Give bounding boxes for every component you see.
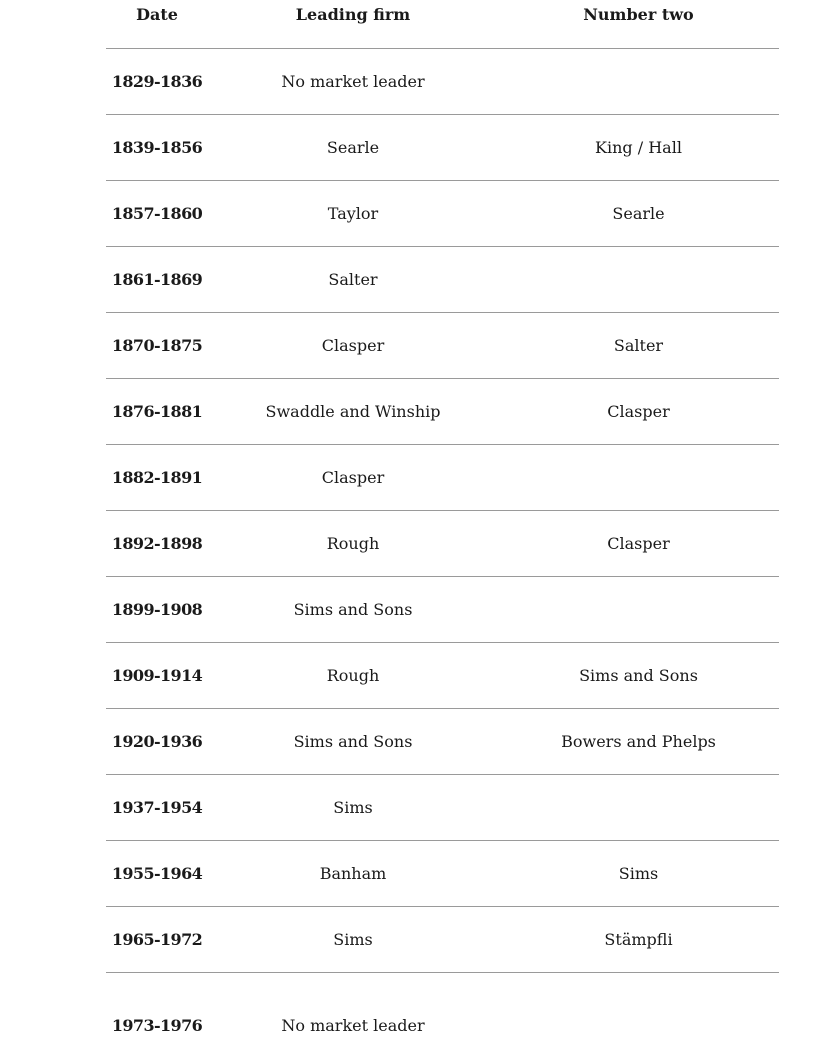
date-cell: 1899-1908 — [106, 577, 208, 643]
header-leading-firm: Leading firm — [208, 0, 498, 49]
market-leaders-table-container — [106, 0, 779, 1039]
leading-firm-cell: No market leader — [208, 49, 498, 115]
table-row — [106, 313, 779, 379]
date-cell: 1839-1856 — [106, 115, 208, 181]
date-cell: 1829-1836 — [106, 49, 208, 115]
table-row — [106, 445, 779, 511]
date-cell: 1892-1898 — [106, 511, 208, 577]
date-cell: 1861-1869 — [106, 247, 208, 313]
leading-firm-cell: Clasper — [208, 313, 498, 379]
number-two-cell — [498, 49, 779, 115]
date-cell: 1955-1964 — [106, 841, 208, 907]
date-cell: 1973-1976 — [106, 973, 208, 1039]
number-two-cell — [498, 445, 779, 511]
table-row — [106, 379, 779, 445]
leading-firm-cell: Sims — [208, 907, 498, 973]
number-two-cell — [498, 577, 779, 643]
date-cell: 1876-1881 — [106, 379, 208, 445]
date-cell: 1909-1914 — [106, 643, 208, 709]
leading-firm-cell: No market leader — [208, 973, 498, 1039]
table-row — [106, 841, 779, 907]
leading-firm-cell: Swaddle and Winship — [208, 379, 498, 445]
leading-firm-cell: Banham — [208, 841, 498, 907]
table-row — [106, 973, 779, 1039]
leading-firm-cell: Rough — [208, 511, 498, 577]
header-row — [106, 0, 779, 49]
leading-firm-cell: Rough — [208, 643, 498, 709]
table-row — [106, 709, 779, 775]
number-two-cell — [498, 247, 779, 313]
table-header — [106, 0, 779, 49]
number-two-cell: Sims and Sons — [498, 643, 779, 709]
header-number-two: Number two — [498, 0, 779, 49]
table-row — [106, 643, 779, 709]
leading-firm-cell: Sims and Sons — [208, 577, 498, 643]
leading-firm-cell: Taylor — [208, 181, 498, 247]
number-two-cell: Stämpfli — [498, 907, 779, 973]
date-cell: 1920-1936 — [106, 709, 208, 775]
table-row — [106, 775, 779, 841]
date-cell: 1937-1954 — [106, 775, 208, 841]
leading-firm-cell: Clasper — [208, 445, 498, 511]
number-two-cell: Searle — [498, 181, 779, 247]
date-cell: 1857-1860 — [106, 181, 208, 247]
table-row — [106, 115, 779, 181]
leading-firm-cell: Salter — [208, 247, 498, 313]
leading-firm-cell: Sims — [208, 775, 498, 841]
date-cell: 1870-1875 — [106, 313, 208, 379]
number-two-cell: Clasper — [498, 379, 779, 445]
date-cell: 1882-1891 — [106, 445, 208, 511]
table-body — [106, 49, 779, 1039]
leading-firm-cell: Searle — [208, 115, 498, 181]
table-row — [106, 511, 779, 577]
number-two-cell: Bowers and Phelps — [498, 709, 779, 775]
number-two-cell: Salter — [498, 313, 779, 379]
number-two-cell: Sims — [498, 841, 779, 907]
number-two-cell: Clasper — [498, 511, 779, 577]
header-date: Date — [106, 0, 208, 49]
table-row — [106, 49, 779, 115]
number-two-cell — [498, 973, 779, 1039]
number-two-cell: King / Hall — [498, 115, 779, 181]
table-row — [106, 181, 779, 247]
table-row — [106, 247, 779, 313]
number-two-cell — [498, 775, 779, 841]
market-leaders-table — [106, 0, 779, 1039]
leading-firm-cell: Sims and Sons — [208, 709, 498, 775]
date-cell: 1965-1972 — [106, 907, 208, 973]
table-row — [106, 577, 779, 643]
table-row — [106, 907, 779, 973]
